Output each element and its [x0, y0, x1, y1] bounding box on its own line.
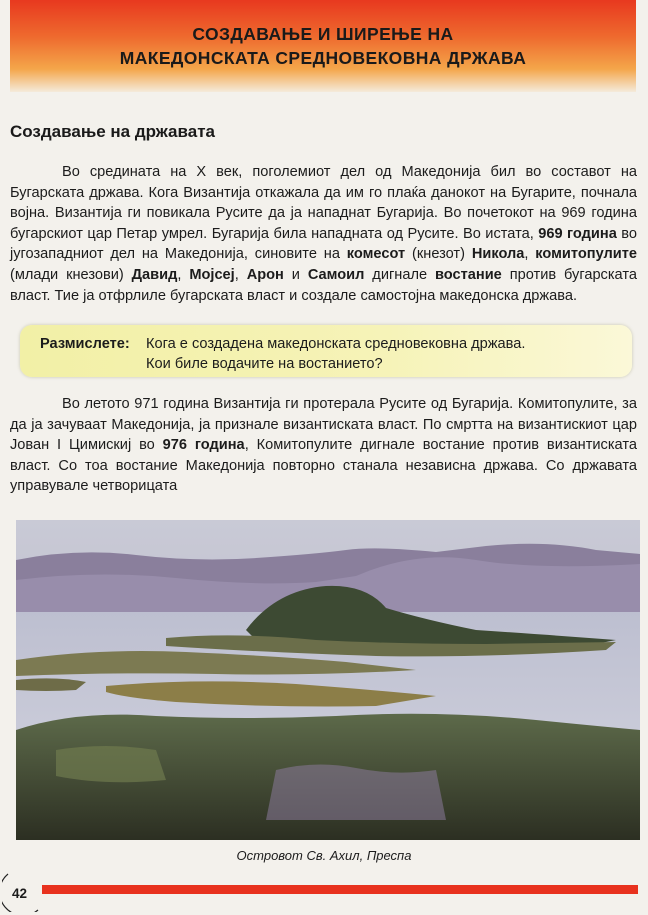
page-number: 42: [12, 886, 28, 901]
marsh-strip-3: [16, 678, 86, 691]
think-box-question-2: Кои биле водачите на востанието?: [146, 356, 383, 372]
paragraph-1: Во средината на X век, поголемиот дел од Македонија бил во составот на Бугарската држава. Кога Византија откажала да им го плаќа данокот на Бугарите, почнала војна. Византија ги повикала Русите да ја нападнат Бугарија. Во почетокот на 969 година бугарскиот цар Петар умрел. Бугарија била нападната од Русите. Во истата, 969 година во југозападниот дел на Македонија, синовите на комесот (кнезот) Никола, комитопулите (млади кнезови) Давид, Мојсеј, Арон и Самоил дигнале востание против бугарската власт. Тие ја отфрлиле бугарската власт и создале самостојна македонска држава.: [10, 164, 638, 304]
section-heading: Создавање на државата: [10, 122, 215, 141]
think-box-label: Размислете:: [40, 336, 130, 352]
lake-island-photo: [16, 520, 640, 840]
reed-highlights: [266, 764, 446, 820]
bottom-bar: [42, 885, 638, 894]
photo-caption: Островот Св. Ахил, Преспа: [236, 848, 412, 863]
title-line-2: МАКЕДОНСКАТА СРЕДНОВЕКОВНА ДРЖАВА: [119, 48, 527, 68]
title-banner: [10, 0, 636, 92]
think-box: [20, 325, 632, 377]
reed-highlights-2: [56, 746, 166, 782]
think-box-question-1: Кога е создадена македонската средновековна држава.: [146, 336, 526, 352]
title-line-1: СОЗДАВАЊЕ И ШИРЕЊЕ НА: [192, 24, 454, 44]
paragraph-2: Во летото 971 година Византија ги протерала Русите од Бугарија. Комитопулите, за да ја зачуваат Македонија, ја признале византиската власт. По смртта на византискиот цар Јован I Цимискиј во 976 година, Комитопулите дигнале востание против византиската власт. Со тоа востание Македонија повторно станала независна држава. Со државата управувале четворицата: [10, 396, 637, 495]
